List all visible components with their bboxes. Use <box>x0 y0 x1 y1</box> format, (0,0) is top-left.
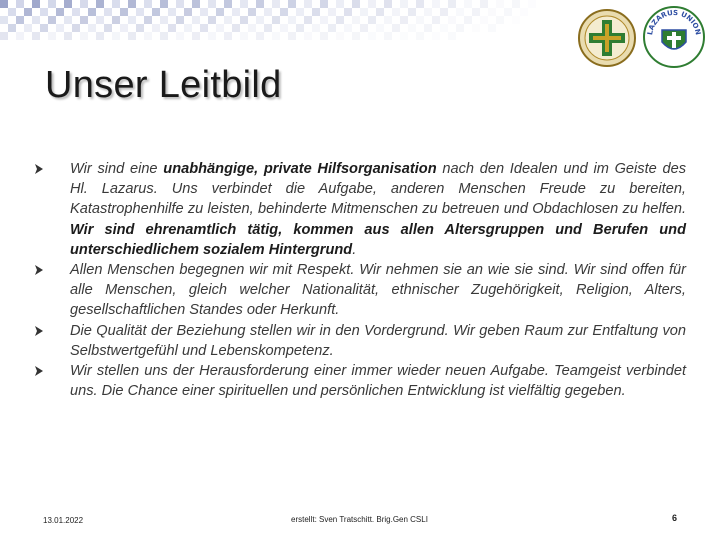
order-emblem-logo <box>577 8 637 68</box>
arrow-bullet-icon <box>34 163 44 175</box>
bullet-list <box>34 159 686 401</box>
bullet-text-bold: unabhängige, private Hilfsorganisation <box>163 161 437 177</box>
bullet-text: Die Qualität der Beziehung stellen wir in den Vordergrund. Wir geben Raum zur Entfaltung von Selbstwertgefühl und Lebenskompetenz. <box>70 322 686 359</box>
footer-author: erstellt: Sven Tratschitt. Brig.Gen CSLI <box>291 515 428 524</box>
arrow-bullet-icon <box>34 365 44 377</box>
footer-date: 13.01.2022 <box>43 516 84 525</box>
slide-title: Unser Leitbild <box>45 64 282 106</box>
bullet-text: nach den Idealen und im Geiste des Hl. Lazarus. Uns verbindet die Aufgabe, anderen Menschen Freude zu bereiten, Katastrophenhilfe zu leisten, behinderte Mitmenschen zu betreuen und Obdachlosen zu helfen. <box>70 161 687 218</box>
bullet-item <box>34 260 686 321</box>
arrow-bullet-icon <box>34 264 44 276</box>
checker-decoration <box>0 0 560 40</box>
bullet-item <box>34 321 686 361</box>
bullet-text: Wir stellen uns der Herausforderung einer immer wieder neuen Aufgabe. Teamgeist verbindet uns. Die Chance einer spirituellen und persönlichen Entwicklung ist vielfältig gegeben. <box>70 363 686 400</box>
bullet-text: Allen Menschen begegnen wir mit Respekt. Wir nehmen sie an wie sie sind. Wir sind offen für alle Menschen, gleich welcher Nationalität, ethnischer Zugehörigkeit, Religion, Alters, gesellschaftlichen Standes oder Herkunft. <box>70 262 686 319</box>
arrow-bullet-icon <box>34 325 44 337</box>
logo-text: LAZARUS UNION <box>646 8 702 36</box>
bullet-item <box>34 159 686 260</box>
bullet-item <box>34 361 686 401</box>
lazarus-union-logo <box>643 6 705 68</box>
bullet-text-bold: Wir sind ehrenamtlich tätig, kommen aus allen Altersgruppen und Berufen und unterschiedlichem sozialem Hintergrund <box>70 221 686 258</box>
page-number: 6 <box>672 513 678 523</box>
bullet-text: Wir sind eine <box>70 161 164 177</box>
bullet-text: . <box>352 241 357 258</box>
